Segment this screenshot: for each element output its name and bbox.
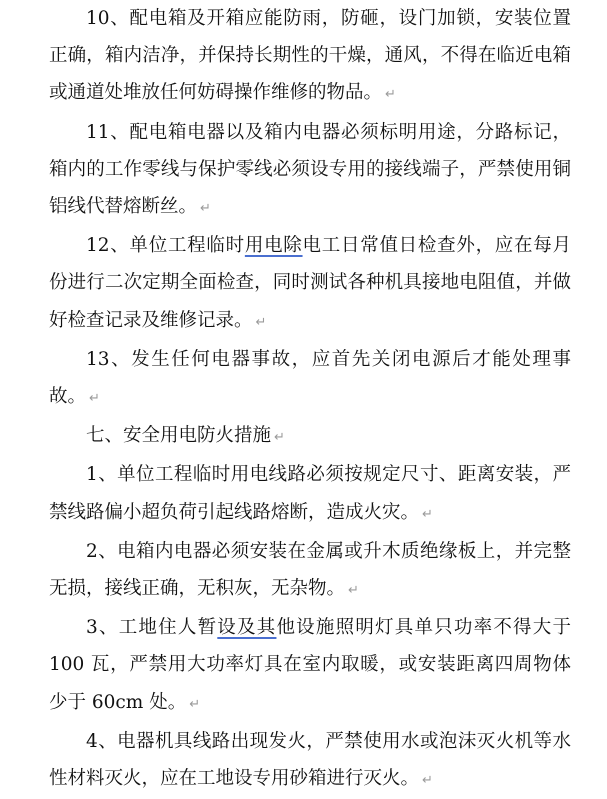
paragraph-mark-icon: ↵ (189, 696, 201, 712)
paragraph-f2 (49, 533, 571, 609)
paragraph-mark-icon: ↵ (255, 314, 267, 330)
document-body (49, 0, 571, 799)
paragraph-mark-icon: ↵ (385, 87, 396, 103)
paragraph-p13 (49, 341, 571, 417)
underlined-text: 设及其 (217, 617, 277, 639)
paragraph-mark-icon: ↵ (200, 201, 211, 217)
paragraph-f1 (49, 456, 571, 532)
paragraph-text: 13、发生任何电器事故，应首先关闭电源后才能处理事故。 (49, 348, 571, 408)
paragraph-mark-icon: ↵ (274, 430, 285, 446)
paragraph-text: 电工日常值日检查外，应在每月份进行二次定期全面检查，同时测试各种机具接地电阻值，并做好检查记录及维修记录。 (49, 235, 571, 331)
paragraph-mark-icon: ↵ (422, 773, 433, 789)
paragraph-text: 10、配电箱及开箱应能防雨，防砸，设门加锁，安装位置正确，箱内洁净，并保持长期性的干燥，通风，不得在临近电箱或通道处堆放任何妨碍操作维修的物品。 (49, 8, 571, 104)
paragraph-mark-icon: ↵ (348, 583, 359, 599)
paragraph-p10 (49, 0, 571, 114)
paragraph-text: 他设施照明灯具单只功率不得大于 100 瓦，严禁用大功率灯具在室内取暖，或安装距离四周物体少于 60cm 处。 (49, 617, 571, 713)
paragraph-mark-icon: ↵ (89, 391, 100, 407)
paragraph-text: 12、单位工程临时 (86, 235, 245, 257)
paragraph-text: 3、工地住人暂 (86, 617, 218, 639)
paragraph-mark-icon: ↵ (422, 506, 433, 522)
paragraph-text: 11、配电箱电器以及箱内电器必须标明用途，分路标记，箱内的工作零线与保护零线必须设专用的接线端子，严禁使用铜铝线代替熔断丝。 (49, 121, 571, 218)
paragraph-text: 2、电箱内电器必须安装在金属或升木质绝缘板上，并完整无损，接线正确，无积灰，无杂物。 (49, 540, 571, 600)
paragraph-f4 (49, 723, 571, 799)
underlined-text: 用电除 (244, 235, 303, 257)
paragraph-p12 (49, 227, 571, 341)
paragraph-h7 (49, 417, 571, 456)
paragraph-text: 4、电器机具线路出现发火，严禁使用水或泡沫灭火机等水性材料灭火，应在工地设专用砂箱进行灭火。 (49, 730, 571, 790)
paragraph-text: 1、单位工程临时用电线路必须按规定尺寸、距离安装，严禁线路偏小超负荷引起线路熔断，造成火灾。 (49, 464, 571, 523)
paragraph-p11 (49, 114, 571, 228)
paragraph-f3 (49, 609, 571, 723)
paragraph-text: 七、安全用电防火措施 (86, 425, 272, 447)
